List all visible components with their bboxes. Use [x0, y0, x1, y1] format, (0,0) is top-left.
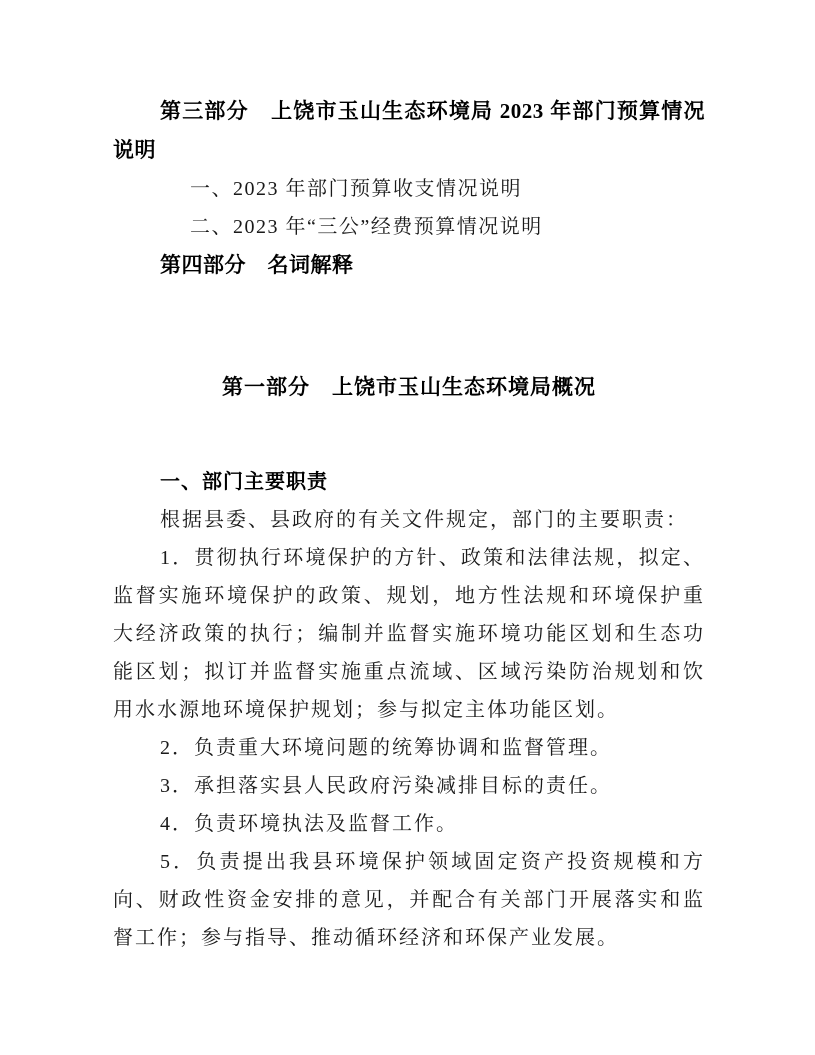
duty-paragraph-2: 2．负责重大环境问题的统筹协调和监督管理。 — [160, 737, 612, 759]
toc-item-budget-revenue-expenditure: 一、2023 年部门预算收支情况说明 — [190, 178, 522, 200]
intro-paragraph: 根据县委、县政府的有关文件规定，部门的主要职责： — [160, 509, 688, 531]
section1-heading: 一、部门主要职责 — [160, 471, 328, 493]
duty-paragraph-5: 5．负责提出我县环境保护领域固定资产投资规模和方向、财政性资金安排的意见，并配合有关部门开展落实和监督工作；参与指导、推动循环经济和环保产业发展。 — [113, 851, 705, 949]
toc-section — [113, 92, 705, 285]
duty-paragraph-3: 3．承担落实县人民政府污染减排目标的责任。 — [160, 775, 612, 797]
toc-part3-title: 第三部分 上饶市玉山生态环境局 2023 年部门预算情况说明 — [113, 99, 705, 162]
duty-paragraph-4: 4．负责环境执法及监督工作。 — [160, 813, 458, 835]
toc-part4-title: 第四部分 名词解释 — [160, 253, 354, 277]
part1-heading: 第一部分 上饶市玉山生态环境局概况 — [222, 375, 596, 399]
toc-item-three-public-expenses: 二、2023 年“三公”经费预算情况说明 — [190, 216, 543, 238]
duty-paragraph-1: 1．贯彻执行环境保护的方针、政策和法律法规，拟定、监督实施环境保护的政策、规划，地方性法规和环境保护重大经济政策的执行；编制并监督实施环境功能区划和生态功能区划；拟订并监督实施重点流域、区域污染防治规划和饮用水水源地环境保护规划；参与拟定主体功能区划。 — [113, 547, 705, 721]
